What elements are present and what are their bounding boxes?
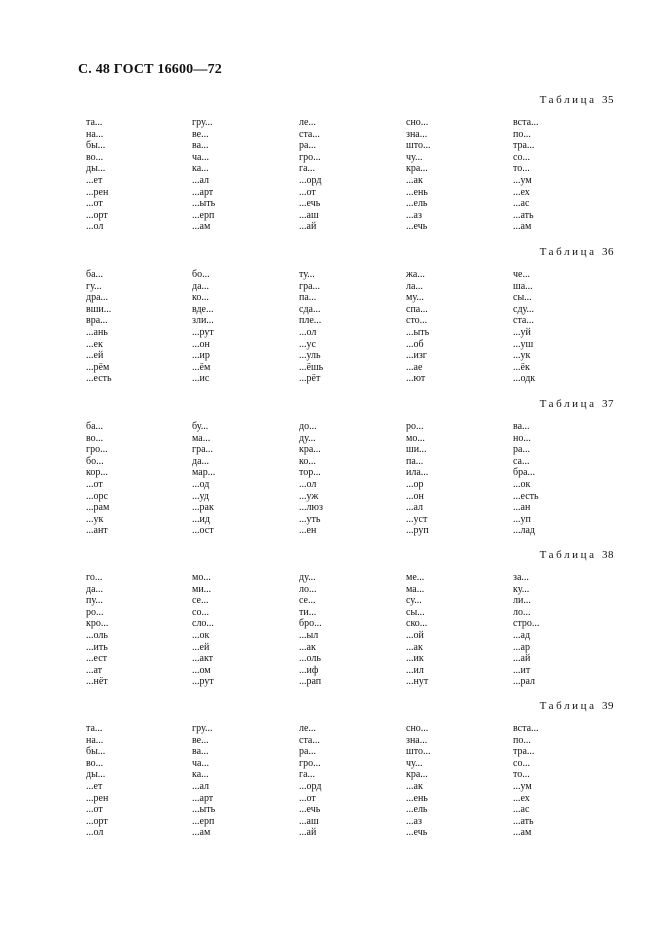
table-cell: ...рём — [86, 361, 110, 373]
table-cell: ...ать — [513, 209, 534, 221]
table-caption — [540, 398, 614, 410]
table-cell: кра... — [299, 444, 321, 456]
table-cell: стро... — [513, 618, 540, 630]
table-cell: ...уль — [299, 350, 321, 362]
table-cell: ...он — [192, 338, 210, 350]
table-cell: по... — [513, 734, 531, 746]
table-cell: ...ань — [86, 326, 108, 338]
table-cell: сда... — [299, 303, 321, 315]
table-cell: чу... — [406, 757, 423, 769]
table-cell: ...ет — [86, 174, 103, 186]
table-cell: ...ерп — [192, 209, 215, 221]
table-cell: гру... — [192, 117, 213, 128]
table-cell: гру... — [192, 723, 213, 734]
table-cell: вста... — [513, 723, 539, 734]
table-column — [406, 117, 430, 233]
table-cell: на... — [86, 734, 104, 746]
table-cell: та... — [86, 117, 103, 128]
table-cell: во... — [86, 432, 104, 444]
table-cell: ...ок — [192, 629, 210, 641]
table-cell: ...ыть — [406, 326, 430, 338]
table-cell: ско... — [406, 618, 428, 630]
table-cell: гро... — [86, 444, 108, 456]
table-column — [513, 572, 539, 688]
table-cell: ...ей — [86, 350, 104, 362]
table-cell: ...ил — [406, 664, 424, 676]
table-column — [192, 723, 215, 839]
table-cell: ...ук — [86, 513, 104, 525]
table-cell: што... — [406, 746, 431, 758]
table-cell: ку... — [513, 583, 530, 595]
table-cell: ...лад — [513, 525, 536, 537]
table-cell: ...ёк — [513, 361, 530, 373]
table-cell: ...ир — [192, 350, 210, 362]
table-cell: мо... — [406, 432, 425, 444]
table-cell: ...аш — [299, 209, 319, 221]
table-cell: зна... — [406, 128, 428, 140]
table-column — [513, 421, 539, 537]
table-cell: ...ол — [86, 827, 104, 839]
table-cell: ка... — [192, 163, 209, 175]
table-cell: ...уй — [513, 326, 531, 338]
table-cell: ...ех — [513, 186, 530, 198]
table-cell: ...рёт — [299, 373, 321, 385]
table-cell: ...од — [192, 478, 210, 490]
table-cell: ...ен — [299, 525, 317, 537]
table-cell: ва... — [192, 746, 209, 758]
table-cell: су... — [406, 595, 422, 607]
table-cell: ...рен — [86, 186, 109, 198]
table-caption-number: 38 — [602, 549, 614, 561]
table-cell: ...ас — [513, 804, 530, 816]
table-column — [299, 572, 322, 688]
table-cell: ...ай — [299, 221, 317, 233]
table-column — [86, 421, 109, 537]
table-cell: ...уш — [513, 338, 534, 350]
table-cell: ша... — [513, 280, 533, 292]
table-cell: со... — [513, 151, 530, 163]
table-cell: кра... — [406, 769, 428, 781]
table-cell: но... — [513, 432, 531, 444]
table-cell: ...изг — [406, 350, 427, 362]
table-column — [299, 117, 321, 233]
table-caption — [540, 94, 614, 106]
table-cell: ле... — [299, 117, 316, 128]
table-cell: ...рап — [299, 676, 322, 688]
table-cell: жа... — [406, 269, 425, 280]
table-cell: пле... — [299, 315, 322, 327]
table-cell: ...ень — [406, 792, 428, 804]
table-cell: га... — [299, 163, 316, 175]
table-column — [513, 269, 535, 385]
table-cell: ...арт — [192, 186, 214, 198]
table-cell: ра... — [299, 140, 316, 152]
table-cell: ...ас — [513, 198, 530, 210]
table-cell: бро... — [299, 618, 322, 630]
table-cell: ...ум — [513, 174, 532, 186]
table-cell: гро... — [299, 757, 321, 769]
table-cell: ...ень — [406, 186, 428, 198]
table-cell: ста... — [299, 734, 320, 746]
table-cell: ...рут — [192, 676, 214, 688]
table-cell: во... — [86, 151, 104, 163]
table-cell: ду... — [299, 572, 316, 583]
table-cell: ...ит — [513, 664, 531, 676]
table-column — [299, 723, 321, 839]
table-cell: ...уть — [299, 513, 321, 525]
table-cell: ло... — [299, 583, 317, 595]
table-cell: са... — [513, 455, 530, 467]
table-column — [513, 723, 539, 839]
table-cell: ...ат — [86, 664, 103, 676]
table-cell: спа... — [406, 303, 428, 315]
table-cell: ...ех — [513, 792, 530, 804]
table-cell: сы... — [406, 606, 425, 618]
table-cell: ...ол — [299, 326, 317, 338]
table-cell: ...ель — [406, 198, 428, 210]
table-cell: та... — [86, 723, 103, 734]
table-cell: гро... — [299, 151, 321, 163]
table-cell: ...акт — [192, 653, 214, 665]
table-cell: ...орд — [299, 174, 322, 186]
table-cell: ...одк — [513, 373, 536, 385]
table-cell: ...рал — [513, 676, 536, 688]
table-cell: ...ост — [192, 525, 214, 537]
table-cell: ...ай — [513, 653, 531, 665]
table-cell: ...ек — [86, 338, 103, 350]
table-cell: ...об — [406, 338, 424, 350]
table-cell: ...ель — [406, 804, 428, 816]
table-cell: ...орд — [299, 780, 322, 792]
table-cell: бу... — [192, 421, 209, 432]
table-cell: ...рен — [86, 792, 109, 804]
table-column — [406, 421, 429, 537]
table-column — [299, 269, 323, 385]
table-cell: ...ерп — [192, 815, 215, 827]
table-cell: ту... — [299, 269, 315, 280]
table-cell: ды... — [86, 163, 106, 175]
table-cell: ...аз — [406, 209, 422, 221]
table-caption-number: 37 — [602, 398, 614, 410]
table-column — [406, 269, 429, 385]
table-cell: ...ус — [299, 338, 316, 350]
table-cell: ма... — [192, 432, 211, 444]
table-cell: ло... — [513, 606, 531, 618]
table-caption-label: Таблица — [539, 94, 602, 106]
table-cell: ...ок — [513, 478, 531, 490]
table-cell: го... — [86, 572, 103, 583]
table-cell: ста... — [513, 315, 534, 327]
table-cell: ...ак — [406, 174, 423, 186]
table-column — [406, 572, 428, 688]
table-cell: ро... — [86, 606, 104, 618]
table-cell: кор... — [86, 467, 108, 479]
table-cell: по... — [513, 128, 531, 140]
table-cell: сно... — [406, 117, 429, 128]
table-cell: ...уж — [299, 490, 319, 502]
table-cell: сло... — [192, 618, 214, 630]
table-cell: ...ай — [299, 827, 317, 839]
table-caption — [540, 549, 614, 561]
table-cell: ...рут — [192, 326, 214, 338]
table-cell: ши... — [406, 444, 427, 456]
table-column — [86, 269, 112, 385]
table-cell: за... — [513, 572, 529, 583]
table-cell: ...ан — [513, 502, 531, 514]
table-cell: гу... — [86, 280, 102, 292]
table-cell: кро... — [86, 618, 109, 630]
table-column — [192, 117, 215, 233]
table-cell: ...рак — [192, 502, 214, 514]
table-cell: тра... — [513, 140, 535, 152]
table-cell: ли... — [513, 595, 531, 607]
table-cell: ...ать — [513, 815, 534, 827]
table-cell: ма... — [406, 583, 425, 595]
table-cell: кра... — [406, 163, 428, 175]
table-cell: ...уд — [192, 490, 209, 502]
table-cell: ...ид — [192, 513, 210, 525]
table-cell: ...ал — [192, 780, 210, 792]
table-cell: ...ыл — [299, 629, 319, 641]
table-cell: ...ам — [513, 827, 532, 839]
table-cell: бы... — [86, 746, 106, 758]
table-column — [86, 572, 108, 688]
table-cell: ба... — [86, 421, 104, 432]
table-column — [513, 117, 539, 233]
table-cell: да... — [192, 455, 210, 467]
table-cell: ...аз — [406, 815, 422, 827]
table-cell: то... — [513, 163, 530, 175]
table-cell: ...ёшь — [299, 361, 324, 373]
table-cell: ...ечь — [406, 827, 428, 839]
table-cell: на... — [86, 128, 104, 140]
table-caption — [540, 700, 614, 712]
table-cell: ...ам — [192, 221, 211, 233]
table-caption-label: Таблица — [539, 398, 602, 410]
table-cell: ...иф — [299, 664, 319, 676]
table-cell: зли... — [192, 315, 214, 327]
table-cell: мар... — [192, 467, 216, 479]
table-cell: ду... — [299, 432, 316, 444]
table-cell: ...ис — [192, 373, 210, 385]
table-cell: ми... — [192, 583, 212, 595]
table-caption-number: 36 — [602, 246, 614, 258]
table-cell: ла... — [406, 280, 423, 292]
table-column — [299, 421, 323, 537]
table-cell: па... — [406, 455, 424, 467]
table-cell: се... — [192, 595, 209, 607]
table-cell: ба... — [86, 269, 104, 280]
table-cell: ко... — [299, 455, 316, 467]
table-cell: до... — [299, 421, 317, 432]
table-cell: ...ём — [192, 361, 211, 373]
table-cell: ...ом — [192, 664, 211, 676]
table-caption-label: Таблица — [539, 700, 602, 712]
table-cell: во... — [86, 757, 104, 769]
table-cell: ...ик — [406, 653, 424, 665]
table-cell: ...есть — [86, 373, 112, 385]
table-column — [192, 269, 214, 385]
table-cell: ...ал — [192, 174, 210, 186]
table-cell: вра... — [86, 315, 108, 327]
table-cell: ...он — [406, 490, 424, 502]
table-cell: ра... — [513, 444, 530, 456]
table-cell: бы... — [86, 140, 106, 152]
table-cell: зна... — [406, 734, 428, 746]
table-cell: ве... — [192, 128, 209, 140]
table-cell: ...ет — [86, 780, 103, 792]
table-cell: ...руп — [406, 525, 429, 537]
table-cell: ...ить — [86, 641, 108, 653]
table-cell: га... — [299, 769, 316, 781]
table-cell: ...оль — [299, 653, 321, 665]
table-cell: бра... — [513, 467, 536, 479]
table-cell: сы... — [513, 292, 532, 304]
table-cell: бо... — [192, 269, 210, 280]
table-cell: ча... — [192, 151, 209, 163]
table-cell: бо... — [86, 455, 104, 467]
table-cell: гра... — [299, 280, 321, 292]
table-cell: ...ют — [406, 373, 426, 385]
table-cell: ...ыть — [192, 804, 216, 816]
table-cell: ча... — [192, 757, 209, 769]
table-cell: ...орт — [86, 209, 108, 221]
table-cell: ...люз — [299, 502, 323, 514]
table-cell: ...ак — [406, 780, 423, 792]
table-cell: ме... — [406, 572, 425, 583]
table-cell: ды... — [86, 769, 106, 781]
table-column — [192, 421, 215, 537]
table-cell: вши... — [86, 303, 112, 315]
table-caption — [540, 246, 614, 258]
table-cell: ...ар — [513, 641, 530, 653]
table-cell: му... — [406, 292, 424, 304]
table-cell: ...уст — [406, 513, 428, 525]
table-cell: ...арт — [192, 792, 214, 804]
table-cell: ...ант — [86, 525, 108, 537]
table-cell: тор... — [299, 467, 321, 479]
table-cell: ро... — [406, 421, 424, 432]
table-cell: ...нут — [406, 676, 429, 688]
table-cell: ве... — [192, 734, 209, 746]
table-cell: ...ад — [513, 629, 531, 641]
table-cell: ра... — [299, 746, 316, 758]
table-cell: ле... — [299, 723, 316, 734]
table-cell: тра... — [513, 746, 535, 758]
table-caption-number: 35 — [602, 94, 614, 106]
table-cell: па... — [299, 292, 317, 304]
table-cell: што... — [406, 140, 431, 152]
table-cell: гра... — [192, 444, 214, 456]
table-cell: ва... — [192, 140, 209, 152]
table-column — [192, 572, 214, 688]
table-cell: ...ук — [513, 350, 531, 362]
table-cell: ...от — [86, 478, 103, 490]
table-cell: ...ае — [406, 361, 423, 373]
table-cell: ...от — [86, 804, 103, 816]
table-cell: че... — [513, 269, 530, 280]
table-cell: мо... — [192, 572, 211, 583]
table-cell: ти... — [299, 606, 317, 618]
table-cell: ...ак — [406, 641, 423, 653]
table-cell: ...есть — [513, 490, 539, 502]
table-cell: со... — [192, 606, 209, 618]
table-cell: дра... — [86, 292, 109, 304]
table-cell: ...ам — [192, 827, 211, 839]
table-column — [86, 723, 108, 839]
table-cell: пу... — [86, 595, 103, 607]
table-cell: ...аш — [299, 815, 319, 827]
table-cell: ...орс — [86, 490, 108, 502]
table-cell: ...ечь — [406, 221, 428, 233]
table-caption-label: Таблица — [539, 246, 602, 258]
table-cell: се... — [299, 595, 316, 607]
table-cell: ...ол — [86, 221, 104, 233]
table-cell: ста... — [299, 128, 320, 140]
table-cell: ...ум — [513, 780, 532, 792]
table-cell: сду... — [513, 303, 535, 315]
page-header: С. 48 ГОСТ 16600—72 — [78, 62, 222, 77]
table-cell: ...орт — [86, 815, 108, 827]
table-cell: ...ечь — [299, 804, 321, 816]
table-cell: ...рам — [86, 502, 110, 514]
table-cell: ...от — [86, 198, 103, 210]
table-cell: да... — [86, 583, 104, 595]
table-cell: ...ам — [513, 221, 532, 233]
table-cell: ...от — [299, 186, 316, 198]
table-cell: ...ыть — [192, 198, 216, 210]
table-cell: ила... — [406, 467, 429, 479]
table-caption-label: Таблица — [539, 549, 602, 561]
table-cell: ...ор — [406, 478, 424, 490]
table-cell: сно... — [406, 723, 429, 734]
table-cell: ...от — [299, 792, 316, 804]
table-cell: ва... — [513, 421, 530, 432]
table-cell: ка... — [192, 769, 209, 781]
table-cell: ...оль — [86, 629, 108, 641]
table-column — [406, 723, 430, 839]
table-cell: ...уп — [513, 513, 531, 525]
table-cell: то... — [513, 769, 530, 781]
table-cell: ...ал — [406, 502, 424, 514]
table-cell: ...нёт — [86, 676, 108, 688]
table-cell: ...ой — [406, 629, 424, 641]
table-cell: сто... — [406, 315, 428, 327]
table-column — [86, 117, 108, 233]
table-cell: вде... — [192, 303, 214, 315]
table-cell: ...ест — [86, 653, 107, 665]
table-cell: со... — [513, 757, 530, 769]
table-cell: ...ол — [299, 478, 317, 490]
table-cell: вста... — [513, 117, 539, 128]
table-cell: да... — [192, 280, 210, 292]
table-cell: ...ей — [192, 641, 210, 653]
table-caption-number: 39 — [602, 700, 614, 712]
table-cell: ...ечь — [299, 198, 321, 210]
table-cell: чу... — [406, 151, 423, 163]
table-cell: ко... — [192, 292, 209, 304]
table-cell: ...ак — [299, 641, 316, 653]
